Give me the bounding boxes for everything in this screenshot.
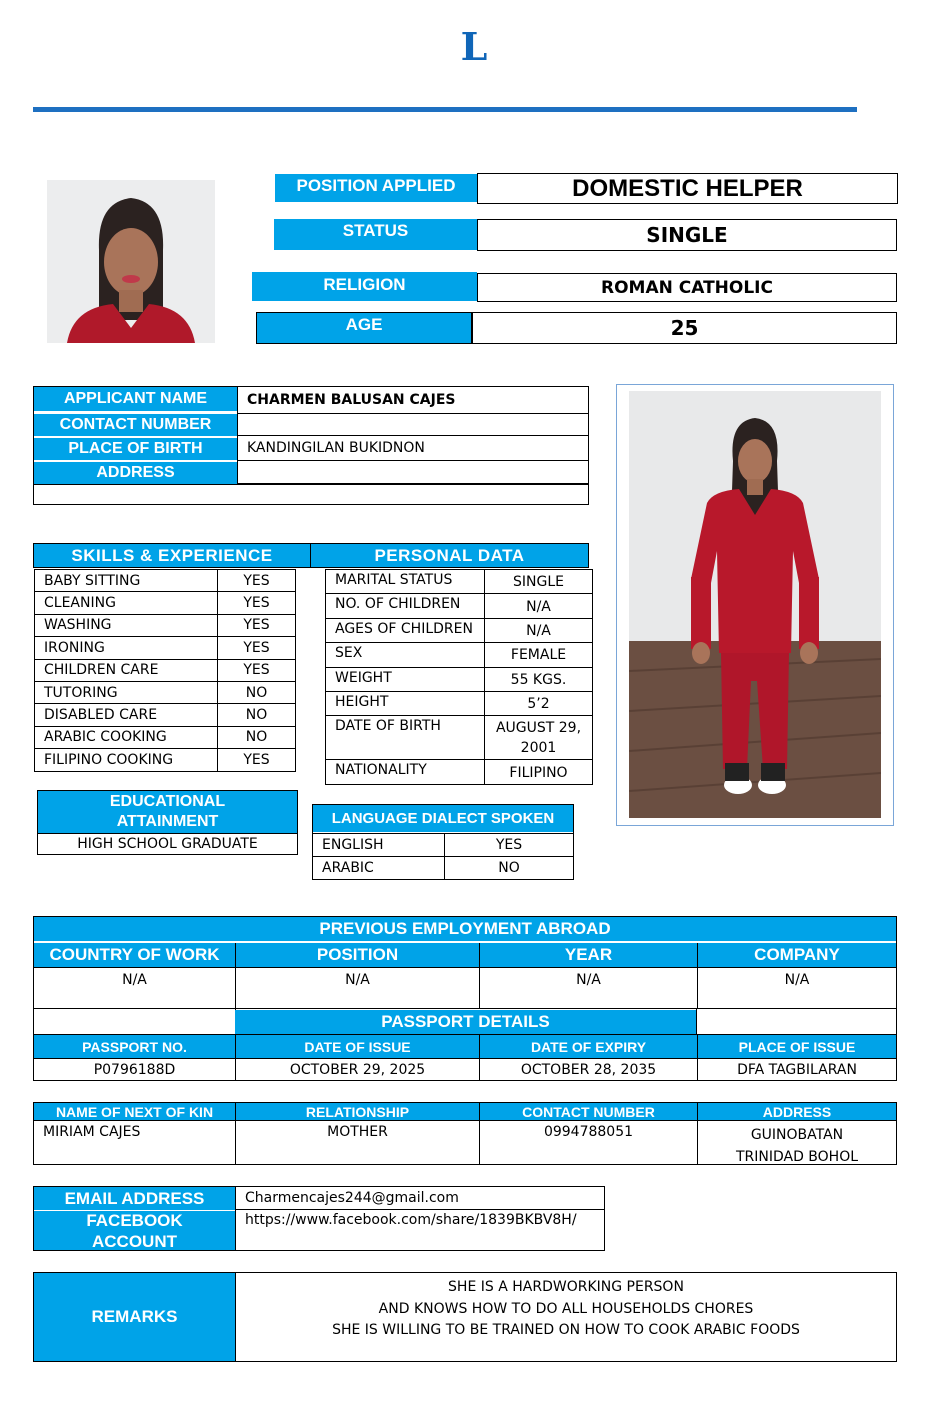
col-kin-address: ADDRESS (697, 1103, 896, 1120)
personal-data-table (325, 569, 593, 785)
status-value: SINGLE (477, 219, 897, 251)
remarks-line-2: AND KNOWS HOW TO DO ALL HOUSEHOLDS CHORES (378, 1300, 754, 1317)
facebook-label: FACEBOOK ACCOUNT (34, 1210, 235, 1250)
skill-row (35, 726, 296, 748)
place-of-birth-label: PLACE OF BIRTH (34, 438, 237, 460)
language-english: ENGLISH (313, 833, 444, 856)
applicant-info-table (33, 386, 589, 505)
employment-company-value: N/A (697, 967, 896, 1008)
skill-value: YES (218, 749, 296, 771)
skills-personal-header (33, 543, 589, 568)
language-english-value: YES (444, 833, 573, 856)
skill-name: CLEANING (35, 592, 218, 614)
personal-label: NO. OF CHILDREN (326, 594, 485, 618)
col-year: YEAR (479, 943, 697, 967)
personal-value: FEMALE (485, 643, 593, 667)
personal-value: SINGLE (485, 570, 593, 594)
address-label: ADDRESS (34, 462, 237, 484)
applicant-name-value: CHARMEN BALUSAN CAJES (237, 387, 588, 414)
language-arabic: ARABIC (313, 856, 444, 879)
employment-country-value: N/A (34, 967, 235, 1008)
col-kin-contact: CONTACT NUMBER (479, 1103, 697, 1120)
personal-label: WEIGHT (326, 667, 485, 691)
remarks-line-1: SHE IS A HARDWORKING PERSON (448, 1279, 684, 1295)
skill-value: YES (218, 614, 296, 636)
education-box (37, 790, 298, 855)
col-next-of-kin: NAME OF NEXT OF KIN (34, 1103, 235, 1120)
kin-relationship-value: MOTHER (235, 1120, 479, 1164)
skill-name: ARABIC COOKING (35, 726, 218, 748)
remarks-line-3: SHE IS WILLING TO BE TRAINED ON HOW TO COOK ARABIC FOODS (332, 1322, 800, 1338)
skill-row (35, 681, 296, 703)
personal-row (326, 667, 593, 691)
employment-position-value: N/A (235, 967, 479, 1008)
address-value (237, 461, 588, 484)
age-label: AGE (256, 312, 472, 344)
personal-row (326, 594, 593, 618)
personal-data-header: PERSONAL DATA (310, 544, 588, 567)
col-relationship: RELATIONSHIP (235, 1103, 479, 1120)
personal-value: N/A (485, 594, 593, 618)
passport-place-value: DFA TAGBILARAN (697, 1058, 896, 1080)
online-contact-table (33, 1186, 605, 1251)
personal-value: N/A (485, 618, 593, 642)
personal-value: FILIPINO (485, 760, 593, 784)
full-body-photo-frame (616, 384, 894, 826)
skill-row (35, 592, 296, 614)
email-label: EMAIL ADDRESS (34, 1187, 235, 1210)
personal-row (326, 643, 593, 667)
remarks-text (235, 1273, 896, 1361)
kin-name-value: MIRIAM CAJES (34, 1120, 235, 1164)
skill-value: NO (218, 681, 296, 703)
facebook-value[interactable]: https://www.facebook.com/share/1839BKBV8H/ (235, 1210, 604, 1250)
email-value[interactable]: Charmencajes244@gmail.com (235, 1187, 604, 1210)
skill-row (35, 570, 296, 592)
education-header: EDUCATIONAL ATTAINMENT (38, 791, 297, 833)
contact-number-label: CONTACT NUMBER (34, 414, 237, 436)
personal-value: 55 KGS. (485, 667, 593, 691)
contact-number-value (237, 414, 588, 436)
personal-row (326, 716, 593, 760)
personal-label: AGES OF CHILDREN (326, 618, 485, 642)
personal-label: NATIONALITY (326, 760, 485, 784)
col-passport-no: PASSPORT NO. (34, 1035, 235, 1058)
personal-value: AUGUST 29, 2001 (485, 716, 593, 760)
age-value: 25 (472, 312, 897, 344)
personal-value: 5’2 (485, 691, 593, 715)
status-label: STATUS (274, 219, 477, 250)
remarks-label: REMARKS (34, 1273, 235, 1361)
logo-letter: L (460, 24, 488, 69)
personal-label: DATE OF BIRTH (326, 716, 485, 760)
personal-label: HEIGHT (326, 691, 485, 715)
skill-value: YES (218, 592, 296, 614)
address-blank-row (34, 484, 588, 504)
employment-table (33, 916, 897, 1009)
personal-row (326, 570, 593, 594)
applicant-name-label: APPLICANT NAME (34, 387, 237, 411)
next-of-kin-table (33, 1102, 897, 1165)
skills-header: SKILLS & EXPERIENCE (71, 545, 273, 565)
religion-value: ROMAN CATHOLIC (477, 273, 897, 302)
language-box (312, 804, 574, 880)
skill-value: YES (218, 637, 296, 659)
full-body-illustration (629, 391, 881, 818)
language-arabic-value: NO (444, 856, 573, 879)
skill-row (35, 637, 296, 659)
skills-table (34, 569, 296, 772)
personal-row (326, 691, 593, 715)
education-value: HIGH SCHOOL GRADUATE (38, 833, 297, 854)
skill-name: IRONING (35, 637, 218, 659)
skill-row (35, 749, 296, 771)
skill-value: YES (218, 659, 296, 681)
personal-row (326, 618, 593, 642)
skill-name: CHILDREN CARE (35, 659, 218, 681)
skill-name: TUTORING (35, 681, 218, 703)
col-date-of-expiry: DATE OF EXPIRY (479, 1035, 697, 1058)
skill-value: YES (218, 570, 296, 592)
kin-address-value: GUINOBATAN TRINIDAD BOHOL (697, 1120, 896, 1164)
employment-header: PREVIOUS EMPLOYMENT ABROAD (34, 917, 896, 942)
col-country-of-work: COUNTRY OF WORK (34, 943, 235, 967)
skill-row (35, 704, 296, 726)
skill-row (35, 659, 296, 681)
passport-table (33, 1034, 897, 1081)
col-company: COMPANY (697, 943, 896, 967)
skill-value: NO (218, 704, 296, 726)
position-applied-label: POSITION APPLIED (275, 174, 477, 202)
col-place-of-issue: PLACE OF ISSUE (697, 1035, 896, 1058)
passport-issue-value: OCTOBER 29, 2025 (235, 1058, 479, 1080)
col-position: POSITION (235, 943, 479, 967)
passport-expiry-value: OCTOBER 28, 2035 (479, 1058, 697, 1080)
skill-name: BABY SITTING (35, 570, 218, 592)
skill-value: NO (218, 726, 296, 748)
language-header: LANGUAGE DIALECT SPOKEN (313, 805, 573, 832)
passport-number-value: P0796188D (34, 1058, 235, 1080)
headshot-photo (47, 180, 215, 343)
skill-row (35, 614, 296, 636)
personal-row (326, 760, 593, 784)
employment-year-value: N/A (479, 967, 697, 1008)
skill-name: FILIPINO COOKING (35, 749, 218, 771)
position-applied-value: DOMESTIC HELPER (477, 173, 898, 204)
personal-label: MARITAL STATUS (326, 570, 485, 594)
place-of-birth-value: KANDINGILAN BUKIDNON (237, 436, 588, 461)
kin-contact-value: 0994788051 (479, 1120, 697, 1164)
remarks-box (33, 1272, 897, 1362)
header-divider (33, 107, 857, 112)
personal-label: SEX (326, 643, 485, 667)
full-body-photo (629, 391, 881, 818)
skill-name: DISABLED CARE (35, 704, 218, 726)
headshot-illustration (47, 180, 215, 343)
col-date-of-issue: DATE OF ISSUE (235, 1035, 479, 1058)
skill-name: WASHING (35, 614, 218, 636)
religion-label: RELIGION (252, 272, 477, 301)
passport-header: PASSPORT DETAILS (235, 1010, 696, 1034)
